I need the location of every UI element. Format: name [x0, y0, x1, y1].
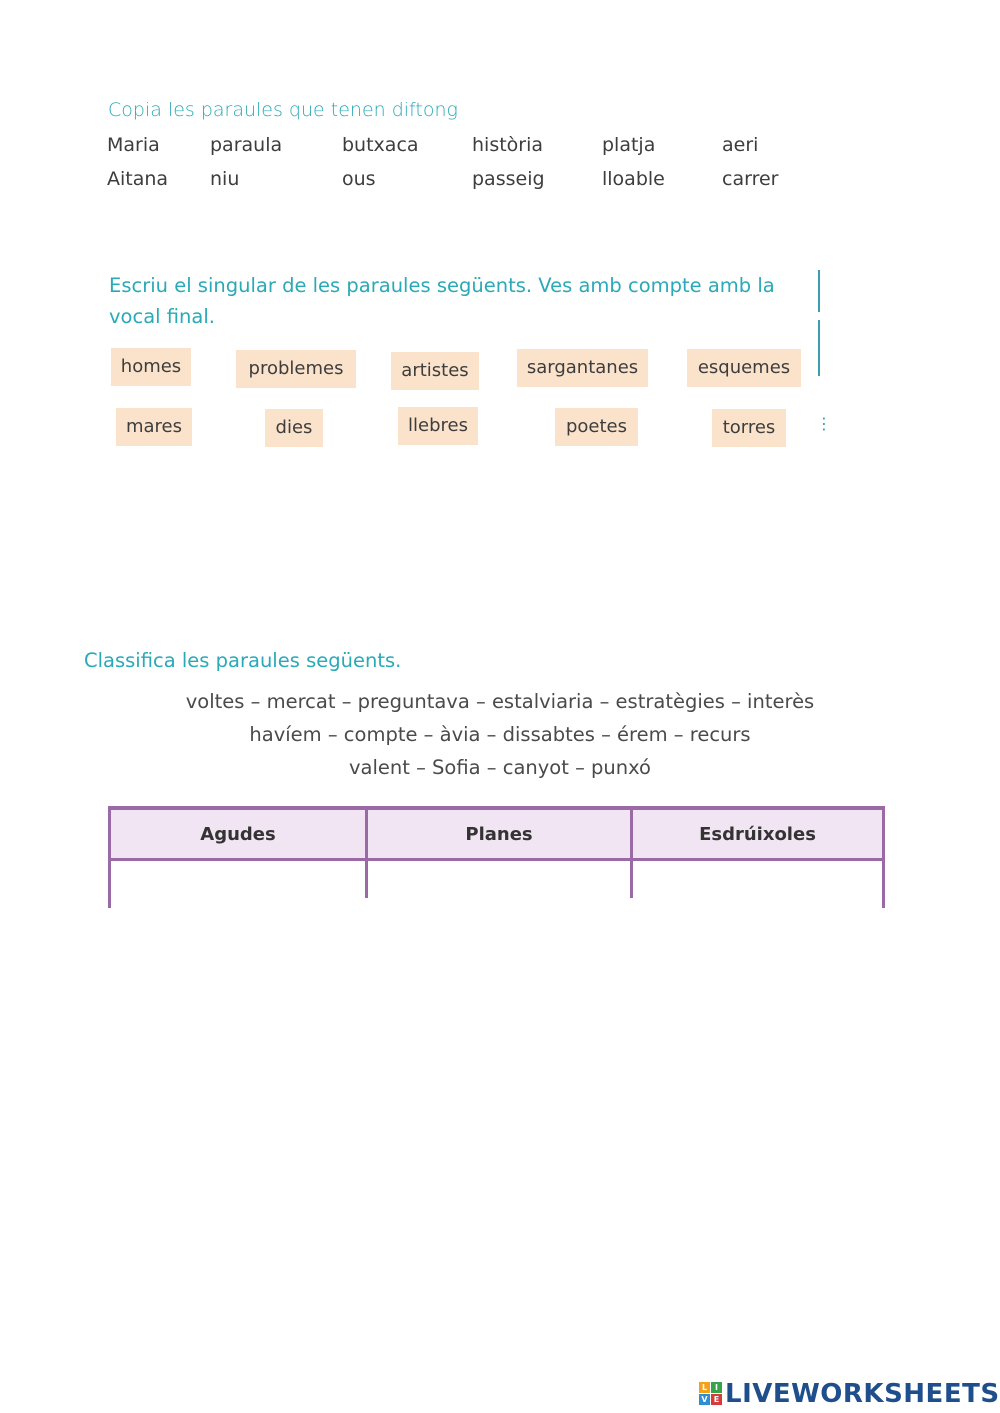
section1-title: Copia les paraules que tenen diftong — [108, 99, 458, 121]
word-tag: sargantanes — [517, 349, 648, 387]
word: butxaca — [342, 134, 419, 156]
section3-title: Classifica les paraules següents. — [84, 649, 402, 672]
word: Aitana — [107, 168, 169, 190]
divider — [818, 270, 820, 312]
word-tag: torres — [712, 409, 786, 447]
word-tag: homes — [111, 348, 191, 386]
word-tag: poetes — [555, 408, 638, 446]
word-row-2 — [107, 168, 827, 194]
logo-letter: L — [699, 1382, 710, 1393]
word-row-1 — [107, 134, 827, 160]
word: carrer — [722, 168, 779, 190]
word: passeig — [472, 168, 545, 190]
word: niu — [210, 168, 240, 190]
logo-letter: I — [711, 1382, 722, 1393]
word: paraula — [210, 134, 283, 156]
word: lloable — [602, 168, 665, 190]
word-tag: esquemes — [687, 349, 801, 387]
word-list-line: valent – Sofia – canyot – punxó — [348, 756, 651, 779]
divider — [818, 320, 820, 376]
word-list-line: voltes – mercat – preguntava – estalviaria – estratègies – interès — [185, 690, 815, 713]
word: platja — [602, 134, 656, 156]
logo-icon — [699, 1382, 723, 1406]
column-header-agudes: Agudes — [200, 824, 276, 845]
word: ous — [342, 168, 376, 190]
logo-text: LIVEWORKSHEETS — [725, 1379, 1000, 1409]
section2-title: Escriu el singular de les paraules següents. Ves amb compte amb la vocal final. — [109, 274, 775, 328]
word-tag: llebres — [398, 407, 478, 445]
word: història — [472, 134, 544, 156]
logo-letter: V — [699, 1394, 710, 1405]
word: aeri — [722, 134, 759, 156]
word-list-line: havíem – compte – àvia – dissabtes – érem – recurs — [249, 723, 751, 746]
word-tag: problemes — [236, 350, 356, 388]
table-border — [882, 806, 885, 908]
ellipsis-icon: ⋮ — [816, 414, 832, 433]
column-header-planes: Planes — [465, 824, 533, 845]
word-tag: artistes — [391, 352, 479, 390]
word-tag: mares — [116, 408, 192, 446]
classification-table — [108, 806, 885, 908]
logo-letter: E — [711, 1394, 722, 1405]
column-header-esdruixoles: Esdrúixoles — [699, 824, 816, 845]
word-tag: dies — [265, 409, 323, 447]
word: Maria — [107, 134, 160, 156]
